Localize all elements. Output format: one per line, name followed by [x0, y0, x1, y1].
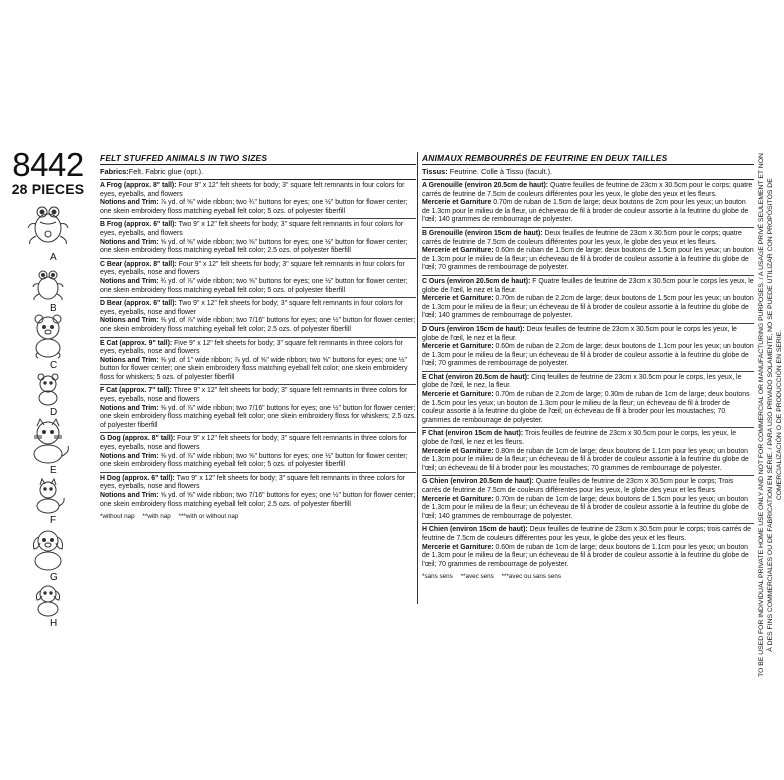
fabrics-text: Felt. Fabric glue (opt.).: [128, 167, 204, 176]
notions-text: 0.60m de ruban de 2.2cm de large; deux boutons de 1.1cm pour les yeux; un bouton de 1.3cm pour le milieu de la fleur; un écheveau de fil à broder de couleur assortie à la feutrine du globe de l'œil; 70 grammes de rembourrage de polyester.: [422, 343, 754, 368]
requirements-section: [100, 219, 416, 258]
section-text: Three 9" x 12" felt sheets for body; 3" square felt remnants in three colors for eyes, eyeballs, nose and flowers: [100, 387, 408, 404]
notions-text: ¾ yd. of ⅞" wide ribbon; two ⅝" buttons for eyes; one ½" button for flower center; one skein embroidery floss matching eyeball felt color; 5 ozs. of polyester fiberfill: [100, 277, 408, 294]
section-text: Deux feuilles de feutrine de 23cm x 30.5cm pour le corps les yeux, le globe de l'œil, le nez et la fleur.: [422, 325, 737, 342]
view-label-g: G: [50, 572, 58, 583]
section-heading: F Cat (approx. 7" tall):: [100, 387, 172, 395]
notions-text: 0.60m de ruban de 1cm de large; deux boutons de 1.1cm pour les yeux; un bouton de 1.3cm pour le milieu de la fleur; un écheveau de fil à broder de couleur assortie à la feutrine du globe de l'œil; 70 grammes de rembourrage de polyester.: [422, 543, 749, 568]
section-text: F Quatre feuilles de feutrine de 23cm x 30.5cm pour le corps les yeux, le globe de l'œil, le nez et la fleur.: [422, 277, 754, 294]
section-heading: D Ours (environ 15cm de haut):: [422, 325, 525, 333]
notions-label: Notions and Trim:: [100, 404, 159, 412]
notions-label: Notions and Trim:: [100, 356, 159, 364]
section-text: Deux feuilles de feutrine de 23cm x 30.5cm pour le corps; trois carrés de feutrine de 7.5cm de couleurs différentes pour les yeux, le globe des yeux et les fleurs.: [422, 526, 751, 542]
english-sections: [100, 180, 416, 511]
english-title: FELT STUFFED ANIMALS IN TWO SIZES: [100, 152, 416, 165]
tissus-text: Feutrine. Colle à Tissu (facult.).: [447, 167, 553, 176]
requirements-section: [100, 473, 416, 511]
tissus-label: Tissus:: [422, 167, 448, 176]
section-text: Deux feuilles de feutrine de 23cm x 30.5cm pour le corps; quatre carrés de feutrine de 7.5cm de couleurs différentes pour les yeux, le globe des yeux et les fleurs.: [422, 229, 742, 246]
section-text: Quatre feuilles de feutrine de 23cm x 30.5cm pour le corps; quatre carrés de feutrine de 7.5cm de couleurs différentes pour les yeux, le globe des yeux et les fleurs.: [422, 182, 753, 198]
dog-illustration-g: [24, 527, 74, 571]
section-heading: H Dog (approx. 6" tall):: [100, 474, 175, 482]
requirements-section: [422, 228, 754, 276]
section-heading: G Chien (environ 20.5cm de haut):: [422, 478, 534, 486]
section-heading: D Bear (approx. 6" tall):: [100, 300, 177, 308]
notions-label: Mercerie et Garniture:: [422, 247, 494, 255]
notions-label: Notions and Trim:: [100, 199, 159, 207]
fabrics-label: Fabrics:: [100, 167, 129, 176]
requirements-section: [100, 385, 416, 433]
english-footnotes: [100, 513, 416, 521]
view-label-c: C: [50, 360, 58, 371]
section-text: Cinq feuilles de feutrine de 23cm x 30.5cm pour le corps, les yeux, le globe de l'œil, le nez, la fleur.: [422, 373, 742, 390]
notions-label: Mercerie et Garniture:: [422, 343, 494, 351]
french-sections: [422, 180, 754, 571]
section-heading: B Frog (approx. 6" tall):: [100, 221, 177, 229]
notions-text: ⅜ yd. of ⅞" wide ribbon; two ⅝" buttons for eyes; one ½" button for flower center; one skein embroidery floss matching eyeball felt color; 5 ozs. of polyester fiberfill: [100, 452, 408, 469]
french-title: ANIMAUX REMBOURRÉS DE FEUTRINE EN DEUX TAILLES: [422, 152, 754, 165]
section-heading: H Chien (environ 15cm de haut):: [422, 526, 528, 534]
bear-illustration-c: [24, 312, 74, 358]
section-heading: A Frog (approx. 8" tall):: [100, 182, 177, 189]
notions-label: Notions and Trim:: [100, 317, 159, 325]
notions-label: Notions and Trim:: [100, 452, 159, 460]
usage-notice: [757, 150, 783, 680]
requirements-section: [422, 372, 754, 429]
view-label-d: D: [50, 407, 58, 418]
view-label-h: H: [50, 618, 58, 629]
cat-illustration-e: [24, 418, 74, 464]
section-text: Trois feuilles de feutrine de 23cm x 30.5cm pour le corps, les yeux, le globe de l'œil, le nez et les fleurs.: [422, 430, 737, 447]
column-divider: [417, 152, 418, 604]
notions-text: 0.80m de ruban de 1cm de large; deux boutons de 1.1cm pour les yeux; un bouton de 1.3cm pour le milieu de la fleur; un écheveau de fil à broder de couleur assortie à la feutrine du globe de l'œil; un écheveau de fil à broder pour les moustaches; 70 grammes de rembourrage de polyester.: [422, 447, 749, 472]
notions-label: Mercerie et Garniture:: [422, 295, 494, 303]
requirements-section: [422, 180, 754, 228]
requirements-section: [100, 433, 416, 472]
section-text: Two 9" x 12" felt sheets for body; 3" square felt remnants in four colors for eyes, eyeballs, and flowers: [100, 221, 404, 237]
french-footnotes: [422, 573, 754, 581]
section-heading: G Dog (approx. 8" tall):: [100, 435, 176, 443]
french-column: [422, 152, 754, 581]
section-text: Four 9" x 12" felt sheets for body; 3" square felt remnants in three colors for eyes, eyeballs, nose and flowers: [100, 435, 408, 452]
footnote-avec-sens: **avec sens: [460, 573, 494, 581]
view-label-b: B: [50, 303, 57, 314]
cat-illustration-f: [24, 478, 74, 514]
notions-text: 0.70m de ruban de 2.2cm de large; 0.30m de ruban de 1cm de large; deux boutons de 1.5cm pour les yeux; un bouton de 1.3cm pour le milieu de la fleur; un écheveau de fil à broder de couleur assortie à la feutrine du globe de l'œil; un écheveau de fil à broder pour les moustaches; 70 grammes de rembourrage de polyester.: [422, 391, 750, 424]
notions-label: Notions and Trim:: [100, 492, 159, 499]
frog-illustration-b: [24, 266, 74, 302]
notions-label: Notions and Trim:: [100, 238, 159, 246]
section-text: Four 9" x 12" felt sheets for body; 3" square felt remnants in four colors for eyes, eyeballs, nose and flowers: [100, 260, 405, 277]
section-text: Four 9" x 12" felt sheets for body; 3" square felt remnants in four colors for eyes, eyeballs, and flowers: [100, 182, 405, 198]
section-heading: B Grenouille (environ 15cm de haut):: [422, 229, 543, 237]
section-heading: F Chat (environ 15cm de haut):: [422, 430, 524, 438]
requirements-section: [100, 259, 416, 298]
notions-text: ⅝ yd. of ⅝" wide ribbon; two ⅝" buttons for eyes; one ½" button for flower center; one skein embroidery floss matching eyeball felt color; 2.5 ozs. of polyester fiberfill: [100, 238, 408, 255]
notions-text: 0.70m de ruban de 1.5cm de large; deux boutons de 2cm pour les yeux; un bouton de 1.3cm pour le milieu de la fleur, un écheveau de fil à broder de couleur assortie à la feutrine du globe de l'œil; 140 grammes de rembourrage de polyester.: [422, 199, 749, 224]
english-fabrics: [100, 165, 416, 180]
notions-label: Mercerie et Garniture:: [422, 495, 494, 503]
english-column: [100, 152, 416, 521]
notions-text: ⅜ yd. of ⅞" wide ribbon; two 7/16" buttons for eyes; one ½" button for flower center; one skein embroidery floss matching eyeball felt color; 2.5 ozs. of polyester fiberfill: [100, 317, 416, 333]
requirements-section: [422, 428, 754, 476]
footnote-with-or-without-nap: ***with or without nap: [178, 513, 239, 521]
notions-label: Mercerie et Garniture:: [422, 391, 494, 399]
dog-illustration-h: [24, 583, 74, 617]
requirements-section: [100, 338, 416, 386]
footnote-without-nap: *without nap: [100, 513, 135, 521]
requirements-section: [422, 276, 754, 324]
requirements-section: [422, 524, 754, 571]
notions-label: Mercerie et Garniture:: [422, 447, 494, 455]
section-text: Five 9" x 12" felt sheets for body; 3" square felt remnants in three colors for eyes, eyeballs, nose and flowers: [100, 339, 403, 356]
requirements-section: [100, 180, 416, 219]
bear-illustration-d: [24, 372, 74, 406]
section-heading: E Cat (approx. 9" tall):: [100, 339, 173, 347]
footnote-with-nap: **with nap: [142, 513, 171, 521]
notions-text: 0.70m de ruban de 1cm de large; deux boutons de 1.5cm pour les yeux; un bouton de 1.3cm pour le milieu de la fleur; un écheveau de fil à broder de couleur assortie à la feutrine du globe de l'œil; 140 grammes de rembourrage de polyester.: [422, 495, 749, 520]
section-heading: C Ours (environ 20.5cm de haut):: [422, 277, 531, 285]
notions-text: 0.60m de ruban de 1.5cm de large; deux boutons de 1.5cm pour les yeux; un bouton de 1.3cm pour le milieu de la fleur; un écheveau de fil à broder de couleur assortie à la feutrine du globe de l'œil; 70 grammes de rembourrage de polyester.: [422, 247, 754, 272]
view-label-a: A: [50, 252, 57, 263]
requirements-section: [422, 476, 754, 524]
notions-text: ⅜ yd. of 1" wide ribbon; ⅞ yd. of ⅝" wide ribbon; two ⅝" buttons for eyes; one ½" button for flower center; one skein embroidery floss matching eyeball felt color; one skein embroidery floss for whiskers; 5 ozs. of polyester fiberfill: [100, 356, 408, 381]
notions-text: ⅞ yd. of ⅝" wide ribbon; two ¾" buttons for eyes; one ½" button for flower center; one skein embroidery floss matching eyeball felt color; 5 ozs. of polyester fiberfill: [100, 199, 408, 215]
pattern-number: 8442: [12, 146, 84, 183]
view-label-e: E: [50, 465, 57, 476]
footnote-avec-ou-sans-sens: ***avec ou sans sens: [501, 573, 562, 581]
notions-text: ⅜ yd. of ⅞" wide ribbon; two 7/16" buttons for eyes; one ½" button for flower center; one skein embroidery floss matching eyeball felt color; one skein embroidery floss for whiskers; 2.5 ozs. of polyester fiberfill: [100, 404, 416, 429]
section-heading: E Chat (environ 20.5cm de haut):: [422, 373, 530, 381]
section-text: Two 9" x 12" felt sheets for body; 3" square felt remnants in four colors for eyes, eyeballs, nose and flower: [100, 300, 404, 316]
requirements-section: [422, 324, 754, 372]
notions-label: Notions and Trim:: [100, 277, 159, 285]
section-text: Two 9" x 12" felt sheets for body; 3" square felt remnants in three colors for eyes, eyeballs, nose and flowers: [100, 474, 405, 491]
section-heading: C Bear (approx. 8" tall):: [100, 260, 177, 268]
view-label-f: F: [50, 515, 57, 526]
footnote-sans-sens: *sans sens: [422, 573, 453, 581]
pattern-pieces: 28 PIECES: [11, 181, 85, 197]
frog-illustration-a: [24, 200, 74, 246]
french-fabrics: [422, 165, 754, 180]
notions-text: 0.70m de ruban de 2.2cm de large; deux boutons de 1.5cm pour les yeux; un bouton de 1.3cm pour le milieu de la fleur; un écheveau de fil à broder de couleur assortie à la feutrine du globe de l'œil; 140 grammes de rembourrage de polyester.: [422, 295, 754, 320]
notions-text: ⅝ yd. of ⅝" wide ribbon; two 7/16" buttons for eyes; one ½" button for flower center; one skein embroidery floss matching eyeball felt color; 2.5 ozs. of polyester fiberfill: [100, 492, 416, 508]
section-heading: A Grenouille (environ 20.5cm de haut):: [422, 182, 549, 189]
section-text: Quatre feuilles de feutrine de 23cm x 30.5cm pour le corps; Trois carrés de feutrine de 7.5cm de couleurs différentes pour les yeux, le globe des yeux et les fleurs: [422, 478, 734, 494]
notions-label: Mercerie et Garniture: [422, 199, 492, 207]
requirements-section: [100, 298, 416, 337]
usage-notice-text: TO BE USED FOR INDIVIDUAL PRIVATE HOME USE ONLY AND NOT FOR COMMERCIAL OR MANUFACTURING PURPOSES. / A USAGE PRIVÉ SEULEMENT ET NON À DES FINS COMMERCIALES OU DE FABRICATION EN SÉRIE. / PARA USO PRIVADO SOLAMENTE, NO SE PUEDE UTILIZAR CON PROPÓSITOS DE COMERCIALIZACIÓN O DE PRODUCCIÓN EN SERIE.: [758, 153, 783, 677]
notions-label: Mercerie et Garniture:: [422, 543, 494, 551]
